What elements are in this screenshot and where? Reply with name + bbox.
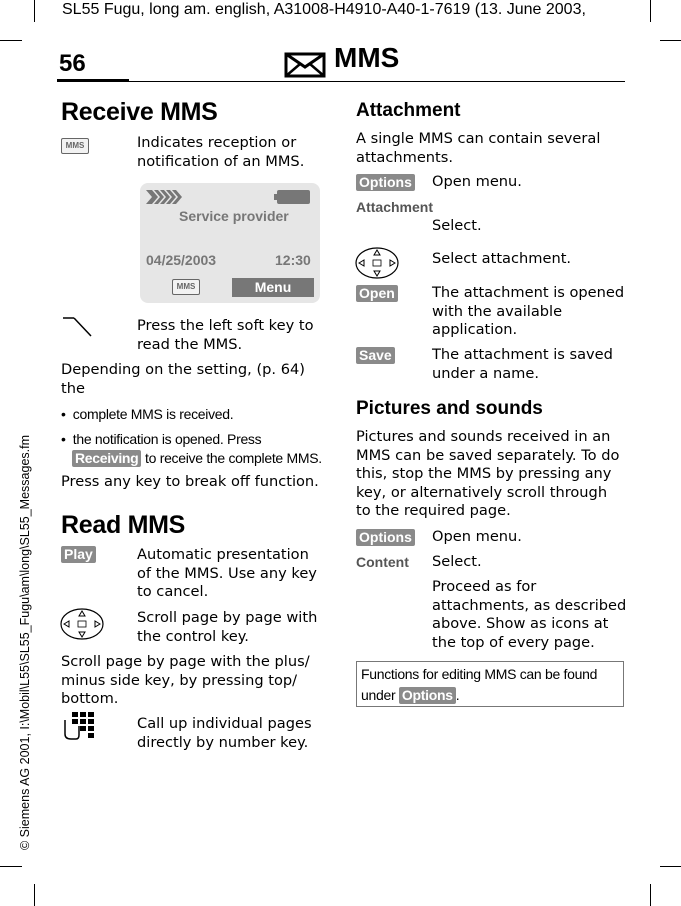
bullet-1: • complete MMS is received.: [61, 406, 234, 422]
callup-text: Call up individual pages directly by number key.: [137, 715, 312, 751]
crop-mark: [0, 40, 22, 41]
bullet-2-text: the notification is opened. Press: [72, 431, 262, 447]
left-softkey-icon: [61, 316, 93, 342]
control-key-icon: [355, 247, 399, 283]
envelope-icon: [284, 52, 326, 78]
play-softkey[interactable]: Play: [61, 546, 96, 563]
note-pre: Functions for editing MMS can be found under: [361, 666, 598, 703]
battery-icon: [274, 189, 310, 208]
content-menu-item[interactable]: Content: [356, 554, 409, 570]
page-number: 56: [59, 50, 86, 77]
open-menu-text-2: Open menu.: [432, 528, 522, 545]
attachment-heading: Attachment: [356, 100, 461, 121]
note-box: [356, 661, 624, 707]
bullet-1-text: complete MMS is received.: [72, 406, 234, 422]
note-text: [361, 664, 619, 706]
crop-mark: [660, 866, 681, 867]
header-rule-bold: [57, 79, 129, 82]
indicates-text: Indicates reception or notification of an MMS.: [137, 134, 305, 170]
running-title: SL55 Fugu, long am. english, A31008-H4910-A40-1-7619 (13. June 2003,: [62, 1, 586, 18]
open-desc: The attachment is opened with the available application.: [432, 284, 625, 338]
pictures-heading: Pictures and sounds: [356, 398, 543, 419]
crop-mark: [650, 0, 651, 22]
options-softkey[interactable]: Options: [356, 174, 415, 191]
control-key-icon: [60, 608, 104, 644]
side-copyright: © Siemens AG 2001, I:\Mobil\L55\SL55_Fugu\am\long\SL55_Messages.fm: [18, 434, 32, 850]
menu-softkey[interactable]: Menu: [232, 278, 314, 297]
select-text-2: Select.: [432, 553, 482, 570]
chapter-title: MMS: [334, 42, 400, 73]
mms-icon: MMS: [61, 138, 89, 154]
note-post: .: [455, 687, 460, 703]
crop-mark: [650, 884, 651, 906]
save-softkey[interactable]: Save: [356, 347, 395, 364]
header-rule: [129, 81, 625, 82]
phone-display: [140, 183, 320, 303]
receiving-softkey[interactable]: Receiving: [72, 450, 141, 467]
service-provider: Service provider: [179, 208, 289, 224]
depending-text: Depending on the setting, (p. 64) the: [61, 361, 305, 397]
save-desc: The attachment is saved under a name.: [432, 346, 613, 382]
open-menu-text: Open menu.: [432, 173, 522, 190]
bullet-2-post: to receive the complete MMS.: [145, 450, 322, 466]
attachment-menu-item[interactable]: Attachment: [356, 199, 434, 215]
signal-strength-icon: [146, 189, 184, 208]
display-mms-badge: MMS: [172, 279, 200, 295]
receive-mms-heading: Receive MMS: [61, 98, 218, 126]
display-date: 04/25/2003: [146, 252, 217, 268]
crop-mark: [0, 866, 22, 867]
scroll-side-text: Scroll page by page with the plus/ minus side key, by pressing top/ bottom.: [61, 653, 310, 707]
select-text: Select.: [432, 217, 482, 234]
proceed-text: Proceed as for attachments, as described above. Show as icons at the top of every page.: [432, 578, 627, 651]
crop-mark: [34, 884, 35, 906]
select-attachment-text: Select attachment.: [432, 250, 572, 267]
bullet-2: • the notification is opened. Press Receiving to receive the complete MMS.: [61, 431, 322, 466]
crop-mark: [34, 0, 35, 22]
display-time: 12:30: [275, 252, 311, 268]
pictures-intro: Pictures and sounds received in an MMS can be saved separately. To do this, stop the MMS by pressing any key, or alternatively scroll through to the required page.: [356, 428, 620, 519]
open-softkey[interactable]: Open: [356, 285, 398, 302]
keypad-icon: [62, 712, 96, 744]
attachment-intro: A single MMS can contain several attachments.: [356, 130, 601, 166]
play-desc: Automatic presentation of the MMS. Use any key to cancel.: [137, 546, 317, 600]
options-softkey-3[interactable]: Options: [399, 687, 456, 704]
press-left-text: Press the left soft key to read the MMS.: [137, 317, 314, 353]
crop-mark: [660, 40, 681, 41]
read-mms-heading: Read MMS: [61, 511, 186, 539]
options-softkey-2[interactable]: Options: [356, 529, 415, 546]
scroll-desc: Scroll page by page with the control key.: [137, 609, 318, 645]
press-any-text: Press any key to break off function.: [61, 473, 319, 490]
